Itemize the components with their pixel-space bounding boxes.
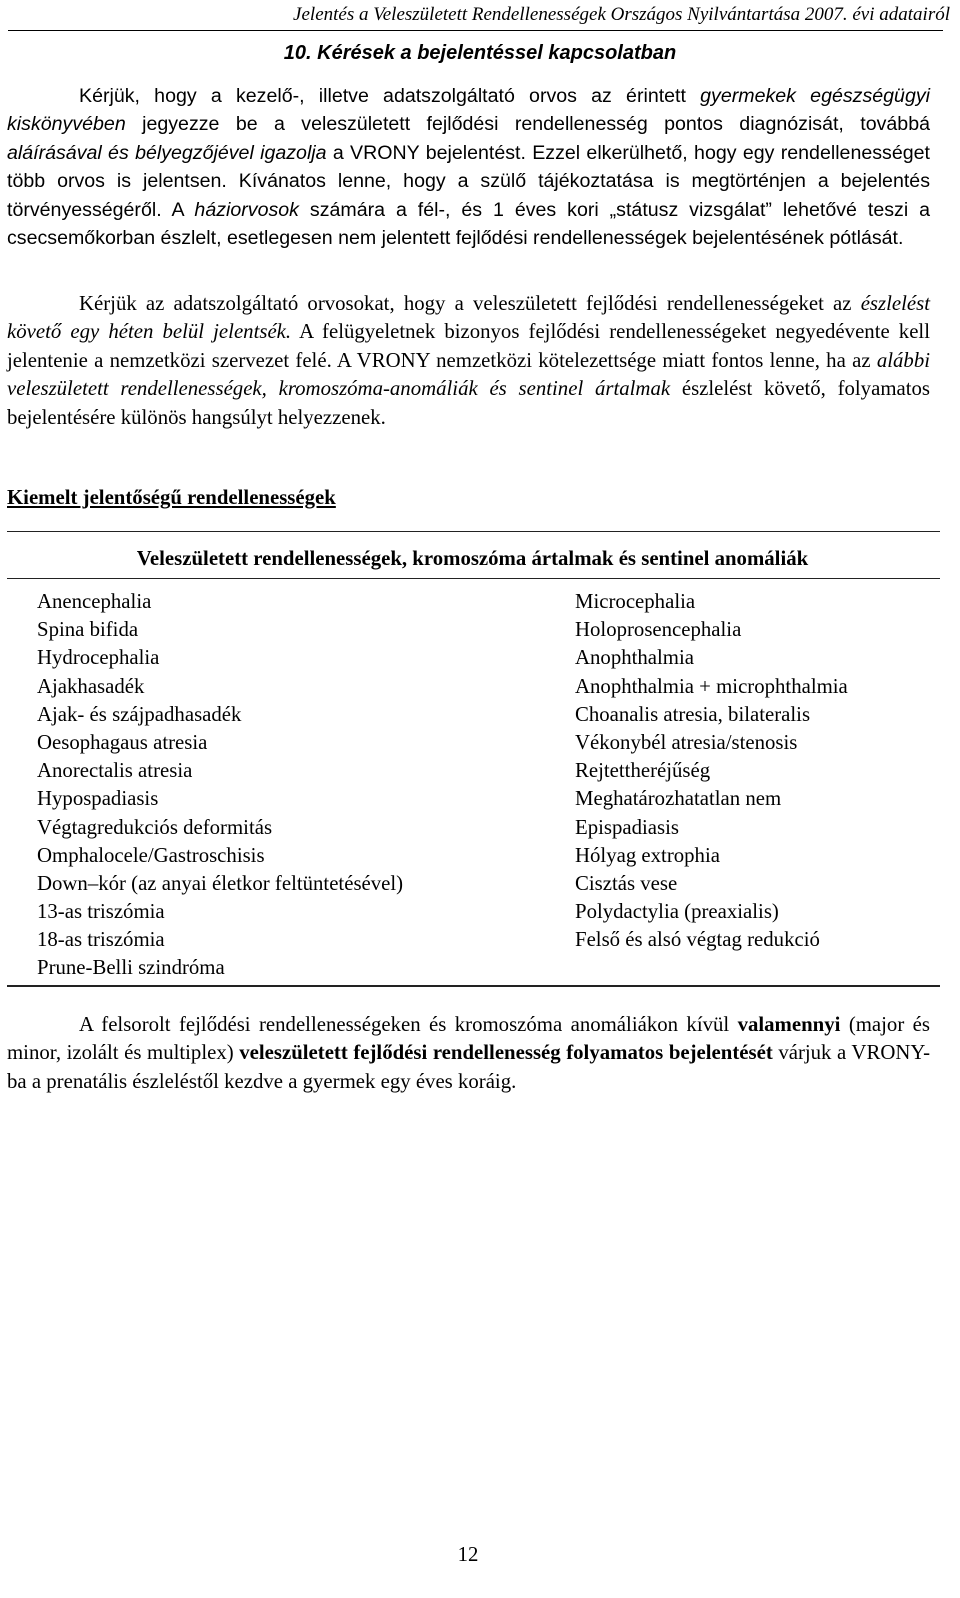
emphasis-segment: veleszületett fejlődési rendellenesség folyamatos bejelentését <box>239 1041 773 1065</box>
text-segment: számára a fél-, és 1 éves kori „státusz vizsgálat” lehetővé teszi a csecsemőkorban észlelt, esetlegesen nem jelentett fejlődési rendellenességek bejelentésének pótlását. <box>7 198 930 250</box>
page-number: 12 <box>457 1543 479 1566</box>
list-item: Down–kór (az anyai életkor feltüntetésével) <box>37 871 404 895</box>
table-header-rule <box>7 578 940 579</box>
table-bottom-rule <box>7 985 940 987</box>
paragraph-timely-reporting <box>7 290 930 432</box>
emphasis-segment: aláírásával és bélyegzőjével igazolja <box>7 141 327 164</box>
list-item: Hypospadiasis <box>37 787 159 811</box>
list-item: Omphalocele/Gastroschisis <box>37 843 265 867</box>
emphasis-segment: gyermekek egészségügyi kiskönyvében <box>7 85 930 136</box>
list-item: Ajakhasadék <box>37 674 145 698</box>
table-top-rule <box>7 531 940 532</box>
list-item: Végtagredukciós deformitás <box>37 815 273 839</box>
list-item: Anorectalis atresia <box>37 759 193 783</box>
list-item: Holoprosencephalia <box>575 618 742 642</box>
list-item: Meghatározhatatlan nem <box>575 787 782 811</box>
list-item: Felső és alsó végtag redukció <box>575 928 820 952</box>
text-segment: A felügyeletnek bizonyos fejlődési rendellenességeket negyedévente kell jelentenie a nemzetközi szervezet felé. A VRONY nemzetközi kötelezettsége miatt fontos lenne, ha az <box>7 320 930 372</box>
anomaly-list-right <box>575 588 848 954</box>
list-item: Microcephalia <box>575 590 696 613</box>
list-item: Prune-Belli szindróma <box>37 956 225 980</box>
list-item: Epispadiasis <box>575 815 679 839</box>
text-segment: jegyezze be a veleszületett fejlődési rendellenesség pontos diagnózisát, továbbá <box>125 113 930 136</box>
text-segment: (major és minor, izolált és multiplex) <box>7 1013 930 1065</box>
text-segment: A felsorolt fejlődési rendellenességeken és kromoszóma anomáliákon kívül <box>79 1013 738 1036</box>
list-item: Rejtettheréjűség <box>575 759 711 783</box>
list-item: 18-as triszómia <box>37 928 165 952</box>
text-segment: Kérjük az adatszolgáltató orvosokat, hogy a veleszületett fejlődési rendellenességeket az <box>79 292 861 315</box>
list-item: Spina bifida <box>37 618 139 642</box>
list-item: Oesophagaus atresia <box>37 730 208 754</box>
highlight-heading: Kiemelt jelentőségű rendellenességek <box>7 486 336 509</box>
text-segment: a VRONY bejelentést. Ezzel elkerülhető, hogy egy rendellenességet több orvos is jelentsen. Kívánatos lenne, hogy a szülő tájékoztatása is megtörténjen a bejelentés törvényességéről. A <box>7 141 930 221</box>
emphasis-segment: valamennyi <box>737 1013 841 1036</box>
section-title: 10. Kérések a bejelentéssel kapcsolatban <box>283 42 677 64</box>
list-item: Hólyag extrophia <box>575 843 720 867</box>
anomaly-list-left <box>37 588 403 983</box>
paragraph-continuous-reporting <box>7 1011 930 1096</box>
list-item: Ajak- és szájpadhasadék <box>37 702 242 726</box>
emphasis-segment: alábbi veleszületett rendellenességek, kromoszóma-anomáliák és sentinel ártalmak <box>7 348 930 401</box>
list-item: Anencephalia <box>37 590 152 613</box>
paragraph-reporting-request <box>7 82 930 252</box>
list-item: Cisztás vese <box>575 871 678 895</box>
list-item: Anophthalmia + microphthalmia <box>575 674 848 698</box>
emphasis-segment: észlelést követő egy héten belül jelentsék. <box>7 292 930 344</box>
list-item: Choanalis atresia, bilateralis <box>575 702 811 726</box>
list-item: Hydrocephalia <box>37 646 160 670</box>
list-item: 13-as triszómia <box>37 900 165 924</box>
header-rule <box>8 30 943 31</box>
emphasis-segment: háziorvosok <box>194 198 299 221</box>
text-segment: várjuk a VRONY-ba a prenatális észleléstől kezdve a gyermek egy éves koráig. <box>7 1041 930 1093</box>
list-item: Polydactylia (preaxialis) <box>575 900 779 924</box>
running-header: Jelentés a Veleszületett Rendellenességek Országos Nyilvántartása 2007. évi adatairól <box>293 4 950 25</box>
text-segment: észlelést követő, folyamatos bejelentésére különös hangsúlyt helyezzenek. <box>7 377 930 429</box>
text-segment: Kérjük, hogy a kezelő-, illetve adatszolgáltató orvos az érintett <box>79 85 701 107</box>
table-title: Veleszületett rendellenességek, kromoszóma ártalmak és sentinel anomáliák <box>136 547 809 570</box>
list-item: Anophthalmia <box>575 646 694 670</box>
list-item: Vékonybél atresia/stenosis <box>575 730 798 754</box>
